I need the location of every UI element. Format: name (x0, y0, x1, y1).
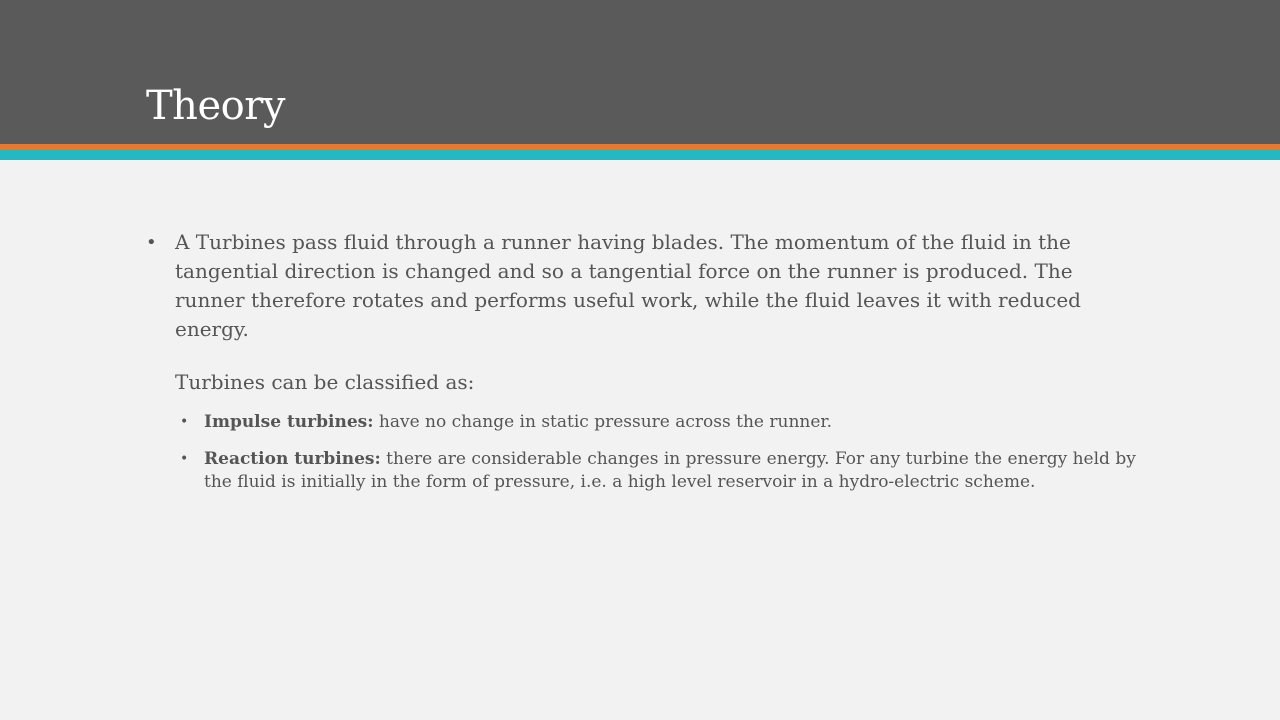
bullet-dot-icon: • (180, 414, 189, 430)
bullet-intro (146, 228, 1136, 344)
term-impulse: Impulse turbines: (204, 412, 374, 432)
turbine-types-list (146, 411, 1136, 494)
intro-text: A Turbines pass fluid through a runner having blades. The momentum of the fluid in the tangential direction is changed and so a tangential force on the runner is produced. The runner therefore rotates and performs useful work, while the fluid leaves it with reduced energy. (175, 230, 1081, 341)
accent-stripe-teal (0, 150, 1280, 160)
slide-body (146, 228, 1136, 494)
classified-intro: Turbines can be classified as: (175, 370, 475, 394)
desc-reaction: there are considerable changes in pressure energy. For any turbine the energy held by the fluid is initially in the form of pressure, i.e. a high level reservoir in a hydro-electric scheme. (204, 449, 1136, 492)
bullet-dot-icon: • (180, 451, 189, 467)
slide-title: Theory (146, 83, 285, 129)
list-item-reaction (146, 448, 1136, 494)
list-item-impulse (146, 411, 1136, 434)
term-reaction: Reaction turbines: (204, 449, 381, 469)
bullet-dot-icon: • (146, 232, 157, 253)
desc-impulse: have no change in static pressure across the runner. (373, 412, 833, 432)
